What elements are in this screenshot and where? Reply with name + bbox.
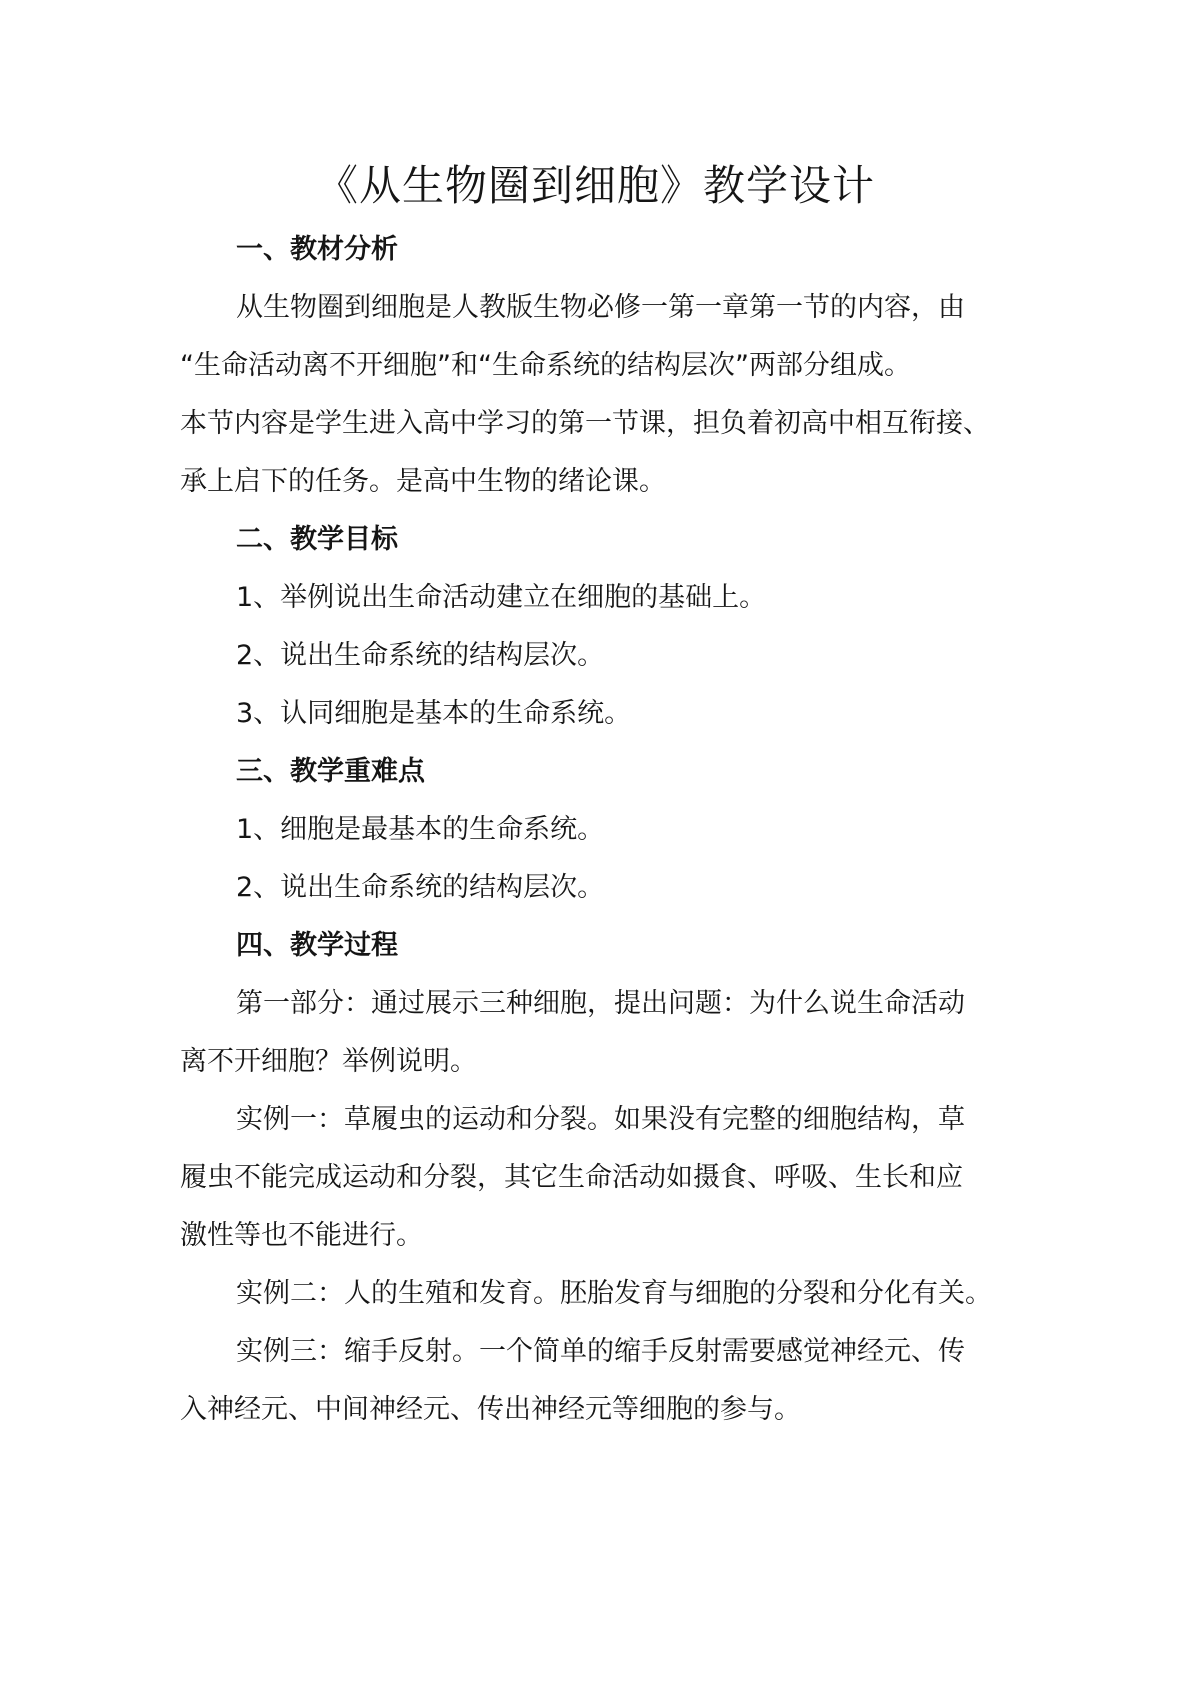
paragraph-line: 承上启下的任务。是高中生物的绪论课。 [180,466,666,497]
paragraph-line: 实例三：缩手反射。一个简单的缩手反射需要感觉神经元、传 [236,1336,965,1367]
list-item: 2、说出生命系统的结构层次。 [236,872,605,903]
paragraph-line: 实例二：人的生殖和发育。胚胎发育与细胞的分裂和分化有关。 [236,1278,992,1309]
section-heading-key-points: 三、教学重难点 [236,756,425,787]
paragraph-line: 履虫不能完成运动和分裂，其它生命活动如摄食、呼吸、生长和应 [180,1162,963,1193]
document-title: 《从生物圈到细胞》教学设计 [315,161,875,210]
list-item: 2、说出生命系统的结构层次。 [236,640,605,671]
section-heading-teaching-process: 四、教学过程 [236,930,398,961]
paragraph-line: 本节内容是学生进入高中学习的第一节课，担负着初高中相互衔接、 [180,408,990,439]
paragraph-line: “生命活动离不开细胞”和“生命系统的结构层次”两部分组成。 [180,350,911,381]
paragraph-line: 实例一：草履虫的运动和分裂。如果没有完整的细胞结构，草 [236,1104,965,1135]
paragraph-line: 激性等也不能进行。 [180,1220,423,1251]
paragraph-line: 入神经元、中间神经元、传出神经元等细胞的参与。 [180,1394,801,1425]
list-item: 3、认同细胞是基本的生命系统。 [236,698,632,729]
paragraph-line: 从生物圈到细胞是人教版生物必修一第一章第一节的内容，由 [236,292,965,323]
paragraph-line: 离不开细胞？举例说明。 [180,1046,477,1077]
section-heading-teaching-goals: 二、教学目标 [236,524,398,555]
paragraph-line: 第一部分：通过展示三种细胞，提出问题：为什么说生命活动 [236,988,965,1019]
section-heading-textbook-analysis: 一、教材分析 [236,234,398,265]
list-item: 1、举例说出生命活动建立在细胞的基础上。 [236,582,767,613]
list-item: 1、细胞是最基本的生命系统。 [236,814,605,845]
